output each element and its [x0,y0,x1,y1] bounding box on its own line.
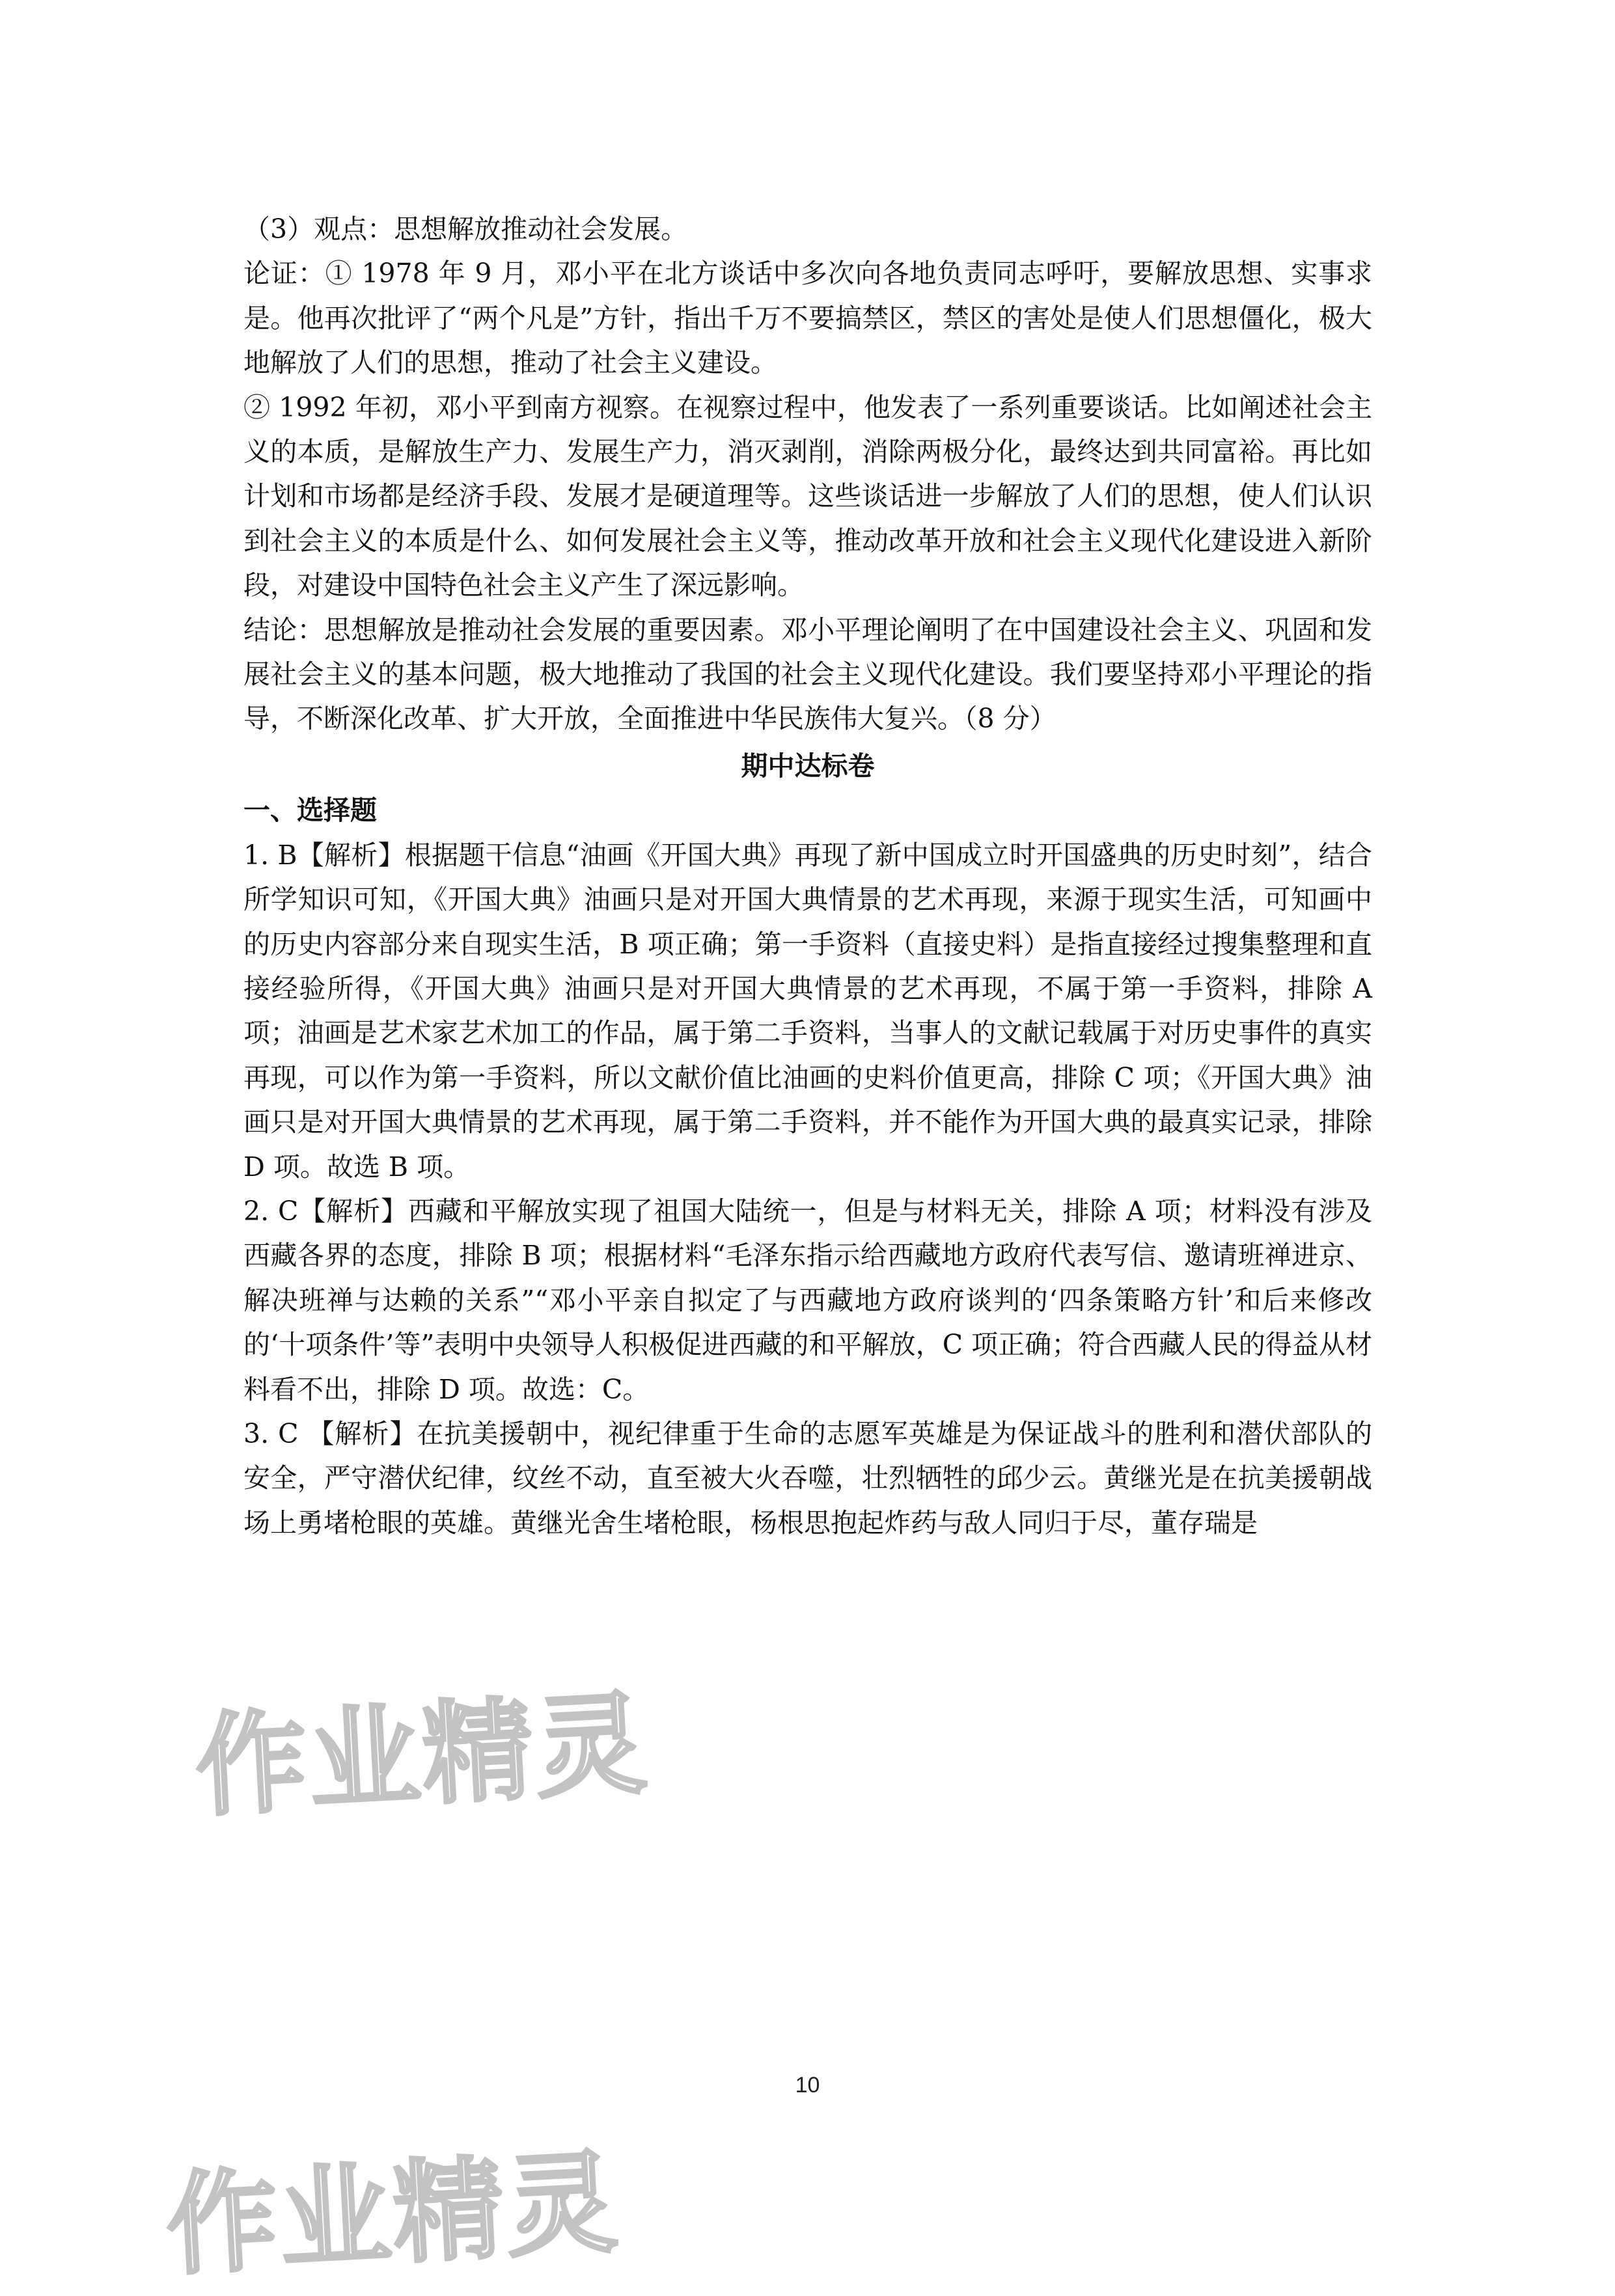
argument-paragraph-2: ② 1992 年初，邓小平到南方视察。在视察过程中，他发表了一系列重要谈话。比如阐述社会主义的本质，是解放生产力、发展生产力，消灭剥削，消除两极分化，最终达到共同富裕。再比如计划和市场都是经济手段、发展才是硬道理等。这些谈话进一步解放了人们的思想，使人们认识到社会主义的本质是什么、如何发展社会主义等，推动改革开放和社会主义现代化建设进入新阶段，对建设中国特色社会主义产生了深远影响。 [243,391,1372,601]
section-title: 期中达标卷 [741,750,875,782]
answer-item-2: 2. C【解析】西藏和平解放实现了祖国大陆统一，但是与材料无关，排除 A 项；材料没有涉及西藏各界的态度，排除 B 项；根据材料“毛泽东指示给西藏地方政府代表写信、邀请班禅进京、解决班禅与达赖的关系”“邓小平亲自拟定了与西藏地方政府谈判的‘四条策略方针’和后来修改的‘十项条件’等”表明中央领导人积极促进西藏的和平解放，C 项正确；符合西藏人民的得益从材料看不出，排除 D 项。故选：C。 [243,1195,1372,1405]
document-body [243,207,1381,1545]
page-number: 10 [795,2073,820,2098]
conclusion-paragraph: 结论：思想解放是推动社会发展的重要因素。邓小平理论阐明了在中国建设社会主义、巩固和发展社会主义的基本问题，极大地推动了我国的社会主义现代化建设。我们要坚持邓小平理论的指导，不断深化改革、扩大开放，全面推进中华民族伟大复兴。（8 分） [243,614,1372,735]
watermark-logo: 作业精灵 [193,1679,652,1833]
answer-item-3: 3. C 【解析】在抗美援朝中，视纪律重于生命的志愿军英雄是为保证战斗的胜利和潜伏部队的安全，严守潜伏纪律，纹丝不动，直至被大火吞噬，壮烈牺牲的邱少云。黄继光是在抗美援朝战场上勇堵枪眼的英雄。黄继光舍生堵枪眼，杨根思抱起炸药与敌人同归于尽，董存瑞是 [243,1417,1372,1538]
answer-item-1: 1. B【解析】根据题干信息“油画《开国大典》再现了新中国成立时开国盛典的历史时刻”，结合所学知识可知，《开国大典》油画只是对开国大典情景的艺术再现，来源于现实生活，可知画中的历史内容部分来自现实生活，B 项正确；第一手资料（直接史料）是指直接经过搜集整理和直接经验所得，《开国大典》油画只是对开国大典情景的艺术再现，不属于第一手资料，排除 A 项；油画是艺术家艺术加工的作品，属于第二手资料，当事人的文献记载属于对历史事件的真实再现，可以作为第一手资料，所以文献价值比油画的史料价值更高，排除 C 项；《开国大典》油画只是对开国大典情景的艺术再现，属于第二手资料，并不能作为开国大典的最真实记录，排除 D 项。故选 B 项。 [243,839,1381,1182]
argument-paragraph-1: 论证：① 1978 年 9 月，邓小平在北方谈话中多次向各地负责同志呼吁，要解放思想、实事求是。他再次批评了“两个凡是”方针，指出千万不要搞禁区，禁区的害处是使人们思想僵化，极大地解放了人们的思想，推动了社会主义建设。 [243,258,1372,379]
viewpoint-line: （3）观点：思想解放推动社会发展。 [243,213,688,245]
watermark-logo-bottom: 作业精灵 [163,2138,623,2291]
sub-heading: 一、选择题 [243,795,377,827]
